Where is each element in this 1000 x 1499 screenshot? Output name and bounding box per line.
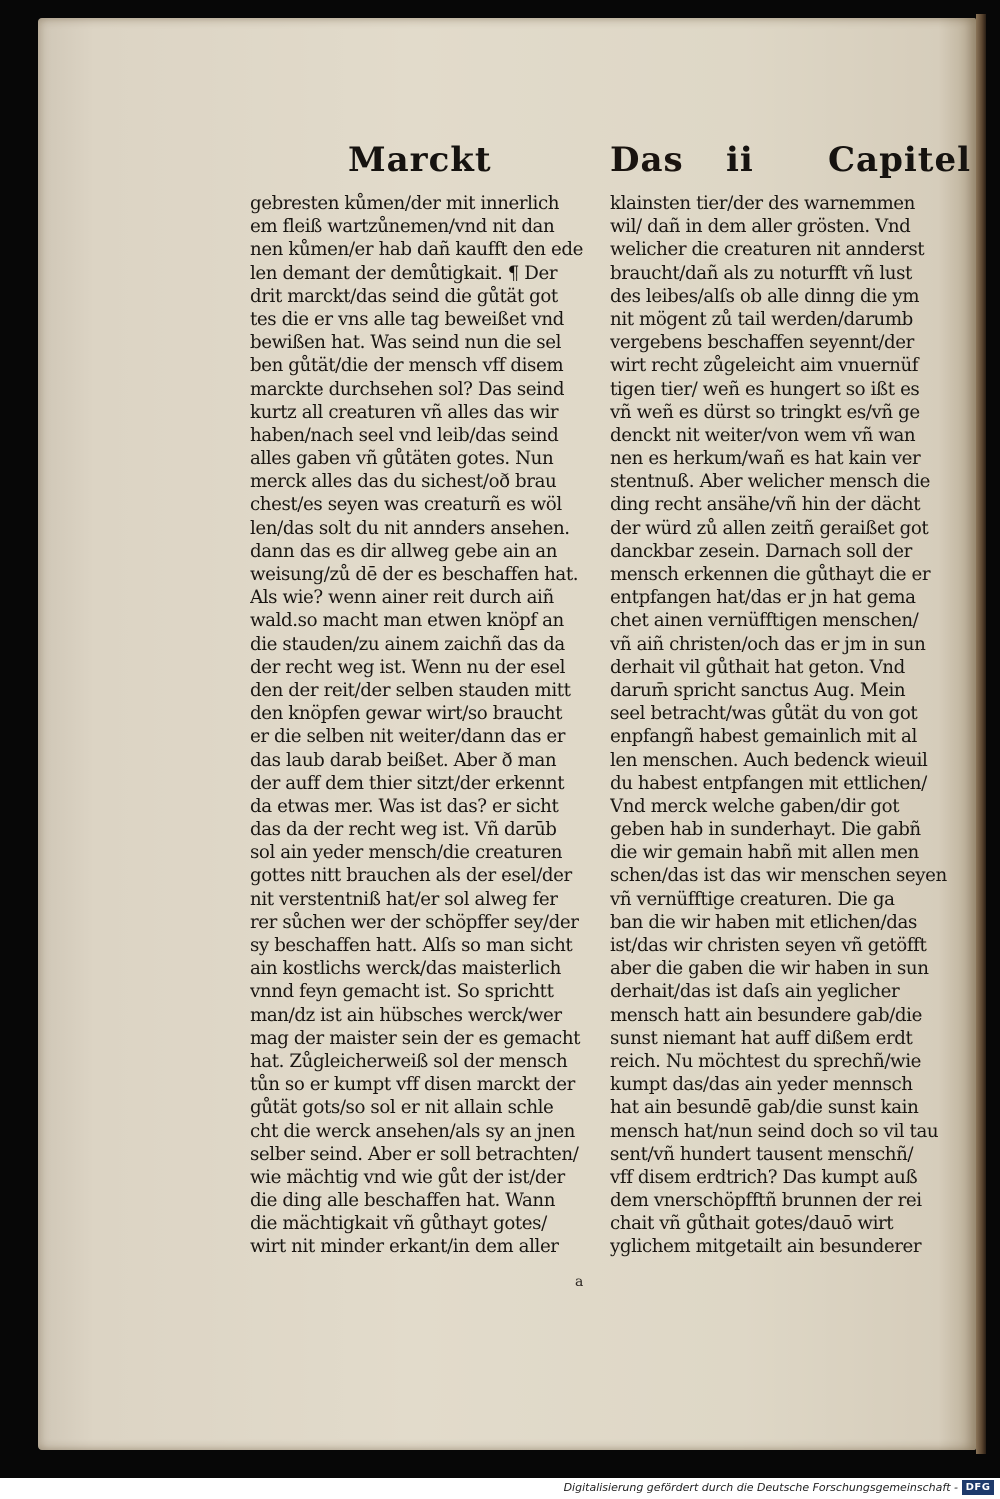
left-column-line: gottes nitt brauchen als der esel/der [250, 865, 572, 887]
left-column-line: merck alles das du sichest/oð brau [250, 471, 557, 493]
right-column-line: wil/ dañ in dem aller grösten. Vnd [610, 216, 911, 238]
left-column-line: die ding alle beschaffen hat. Wann [250, 1190, 556, 1212]
left-column-line: nit verstentniß hat/er sol alweg fer [250, 888, 558, 910]
page-edge [976, 14, 986, 1454]
left-column-line: das da der recht weg ist. Vñ darūb [250, 819, 557, 841]
right-column-line: sunst niemant hat auff dißem erdt [610, 1027, 913, 1049]
right-column-line: der würd zů allen zeitñ geraißet got [610, 517, 929, 539]
left-column-line: tes die er vns alle tag beweißet vnd [250, 308, 564, 330]
left-column-line: em fleiß wartzůnemen/vnd nit dan [250, 216, 555, 238]
right-column-line: denckt nit weiter/von wem vñ wan [610, 424, 916, 446]
left-column-line: haben/nach seel vnd leib/das seind [250, 424, 559, 446]
right-column-line: aber die gaben die wir haben in sun [610, 958, 929, 980]
footer-bar [0, 1478, 1000, 1499]
left-column-line: alles gaben vñ gůtäten gotes. Nun [250, 448, 554, 470]
right-column-line: chet ainen vernüfftigen menschen/ [610, 610, 919, 632]
right-column-line: welicher die creaturen nit annderst [610, 239, 925, 261]
right-column-line: derhait/das ist daſs ain yeglicher [610, 981, 900, 1003]
right-column-line: vñ vernüfftige creaturen. Die ga [610, 888, 895, 910]
left-column-line: vnnd feyn gemacht ist. So sprichtt [250, 981, 554, 1003]
right-column-line: danckbar zesein. Darnach soll der [610, 540, 912, 562]
running-head-left: Marckt [348, 140, 492, 180]
left-column-line: marckte durchsehen sol? Das seind [250, 378, 565, 400]
right-column-line: mensch erkennen die gůthayt die er [610, 564, 931, 585]
right-column-line: sent/vñ hundert tausent menschñ/ [610, 1143, 914, 1165]
left-column-line: sol ain yeder mensch/die creaturen [250, 842, 563, 864]
right-column-line: len menschen. Auch bedenck wieuil [610, 749, 928, 771]
left-column-line: die mächtigkait vñ gůthayt gotes/ [250, 1213, 547, 1235]
running-head-right: Capitel [828, 140, 972, 180]
left-column-line: cht die werck ansehen/als sy an jnen [250, 1120, 575, 1142]
right-column-line: Vnd merck welche gaben/dir got [610, 795, 900, 817]
left-column-line: ben gůtät/die der mensch vff disem [250, 355, 564, 377]
right-column-line: vff disem erdtrich? Das kumpt auß [610, 1166, 918, 1188]
left-column-line: nen kůmen/er hab dañ kaufft den ede [250, 239, 583, 261]
signature-mark: a [575, 1274, 584, 1290]
left-column-line: hat. Zůgleicherweiß sol der mensch [250, 1050, 568, 1072]
right-column-line: vñ weñ es dürst so tringkt es/vñ ge [610, 401, 920, 423]
left-column-line: sy beschaffen hatt. Alſs so man sicht [250, 935, 573, 956]
right-column-line: derhait vil gůthait hat geton. Vnd [610, 656, 905, 678]
left-column-line: wald.so macht man etwen knöpf an [250, 610, 564, 632]
right-column-line: klainsten tier/der des warnemmen [610, 193, 915, 214]
left-column-line: mag der maister sein der es gemacht [250, 1027, 581, 1049]
left-text-column [250, 192, 602, 1259]
right-column-line: mensch hatt ain besundere gab/die [610, 1004, 922, 1026]
right-column-line: tigen tier/ weñ es hungert so ißt es [610, 378, 920, 400]
left-column-line: den der reit/der selben stauden mitt [250, 679, 571, 701]
book-page [38, 18, 976, 1450]
right-column-line: ban die wir haben mit etlichen/das [610, 911, 917, 933]
left-column-line: wie mächtig vnd wie gůt der ist/der [250, 1166, 565, 1188]
right-column-line: nit mögent zů tail werden/darumb [610, 308, 913, 330]
left-column-line: da etwas mer. Was ist das? er sicht [250, 795, 559, 817]
right-column-line: braucht/dañ als zu noturfft vñ lust [610, 262, 912, 284]
left-column-line: tůn so er kumpt vff disen marckt der [250, 1074, 575, 1096]
left-column-line: Als wie? wenn ainer reit durch aiñ [250, 587, 554, 609]
right-column-line: dem vnerschöpfftñ brunnen der rei [610, 1190, 922, 1212]
right-column-line: hat ain besundē gab/die sunst kain [610, 1097, 919, 1119]
right-column-line: geben hab in sunderhayt. Die gabñ [610, 819, 921, 841]
right-column-line: mensch hat/nun seind doch so vil tau [610, 1120, 939, 1142]
right-column-line: yglichem mitgetailt ain besunderer [610, 1236, 922, 1258]
left-column-line: das laub darab beißet. Aber ð man [250, 749, 557, 771]
running-head [38, 140, 976, 190]
right-column-line: reich. Nu möchtest du sprechñ/wie [610, 1050, 921, 1072]
right-column-line: ding recht ansähe/vñ hin der dächt [610, 494, 921, 516]
right-column-line: kumpt das/das ain yeder mennsch [610, 1074, 913, 1096]
left-column-line: selber seind. Aber er soll betrachten/ [250, 1143, 579, 1165]
right-column-line: vergebens beschaffen seyennt/der [610, 332, 914, 354]
left-column-line: gůtät gots/so sol er nit allain schle [250, 1097, 554, 1119]
left-column-line: den knöpfen gewar wirt/so braucht [250, 703, 562, 725]
left-column-line: man/dz ist ain hübsches werck/wer [250, 1004, 562, 1026]
right-column-line: wirt recht zůgeleicht aim vnuernüf [610, 355, 919, 377]
right-column-line: entpfangen hat/das er jn hat gema [610, 587, 916, 609]
right-column-line: ist/das wir christen seyen vñ getöfft [610, 935, 927, 956]
running-head-middle: Das [610, 140, 684, 180]
chapter-number: ii [726, 140, 754, 180]
left-column-line: len/das solt du nit annders ansehen. [250, 517, 570, 539]
right-column-line: darum̄ spricht sanctus Aug. Mein [610, 679, 906, 701]
left-column-line: len demant der demůtigkait. ¶ Der [250, 262, 558, 284]
left-column-line: die stauden/zu ainem zaichñ das da [250, 633, 565, 655]
left-column-line: er die selben nit weiter/dann das er [250, 726, 566, 748]
footer-credit: Digitalisierung gefördert durch die Deutsche Forschungsgemeinschaft - [563, 1481, 958, 1494]
right-column-line: vñ aiñ christen/och das er jm in sun [610, 633, 926, 655]
left-column-line: gebresten kůmen/der mit innerlich [250, 193, 560, 214]
left-column-line: drit marckt/das seind die gůtät got [250, 285, 558, 307]
left-column-line: bewißen hat. Was seind nun die sel [250, 332, 561, 354]
right-column-line: chait vñ gůthait gotes/dauō wirt [610, 1213, 894, 1235]
right-column-line: nen es herkum/wañ es hat kain ver [610, 448, 921, 470]
left-column-line: chest/es seyen was creaturñ es wöl [250, 494, 562, 516]
right-column-line: die wir gemain habñ mit allen men [610, 842, 919, 864]
right-column-line: seel betracht/was gůtät du von got [610, 703, 918, 725]
left-column-line: der recht weg ist. Wenn nu der esel [250, 656, 566, 678]
left-column-line: der auff dem thier sitzt/der erkennt [250, 772, 565, 794]
right-column-line: des leibes/alſs ob alle dinng die ym [610, 285, 920, 307]
left-column-line: weisung/zů dē der es beschaffen hat. [250, 564, 579, 585]
left-column-line: kurtz all creaturen vñ alles das wir [250, 401, 559, 423]
left-column-line: wirt nit minder erkant/in dem aller [250, 1236, 559, 1258]
right-column-line: schen/das ist das wir menschen seyen [610, 865, 947, 887]
right-column-line: stentnuß. Aber welicher mensch die [610, 471, 931, 493]
left-column-line: ain kostlichs werck/das maisterlich [250, 958, 561, 980]
left-column-line: dann das es dir allweg gebe ain an [250, 540, 558, 562]
right-text-column [610, 192, 980, 1259]
right-column-line: du habest entpfangen mit ettlichen/ [610, 772, 927, 794]
right-column-line: enpfangñ habest gemainlich mit al [610, 726, 917, 748]
left-column-line: rer sůchen wer der schöpffer sey/der [250, 911, 579, 933]
dfg-logo: DFG [962, 1480, 994, 1495]
